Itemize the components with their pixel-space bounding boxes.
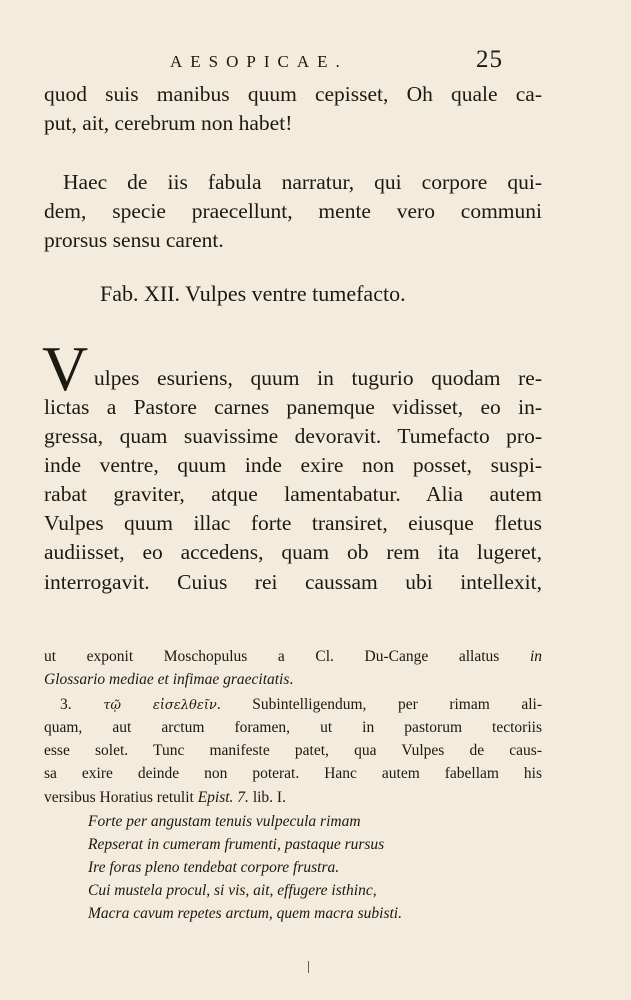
- fable-line: Vulpes quum illac forte transiret, eiusque fletus: [44, 511, 542, 535]
- verse-line: Macra cavum repetes arctum, quem macra subisti.: [88, 905, 402, 922]
- page-number: 25: [476, 46, 503, 73]
- footnote-line: [60, 693, 542, 717]
- body-line: dem, specie praecellunt, mente vero communi: [44, 199, 542, 223]
- footnote-text: ut exponit Moschopulus a Cl. Du-Cange allatus: [44, 648, 500, 665]
- body-line: quod suis manibus quum cepisset, Oh quale ca-: [44, 82, 542, 106]
- verse-line: Ire foras pleno tendebat corpore frustra.: [88, 859, 340, 876]
- footnote-line: quam, aut arctum foramen, ut in pastorum tectoriis: [44, 719, 542, 736]
- citation: Epist. 7.: [197, 789, 249, 806]
- fable-heading: Fab. XII. Vulpes ventre tumefacto.: [100, 281, 406, 306]
- fable-line: inde ventre, quum inde exire non posset, suspi-: [44, 453, 542, 477]
- fable-line: ulpes esuriens, quum in tugurio quodam re-: [94, 366, 542, 390]
- body-line: prorsus sensu carent.: [44, 228, 224, 252]
- footnote-line: [44, 786, 542, 809]
- drop-capital: V: [42, 333, 89, 404]
- page-header: [0, 46, 631, 78]
- footnote-italic: Glossario mediae et infimae graecitatis: [44, 671, 290, 688]
- verse-line: Forte per angustam tenuis vulpecula rimam: [88, 813, 361, 830]
- footnote-line: esse solet. Tunc manifeste patet, qua Vulpes de caus-: [44, 742, 542, 759]
- footnote-italic: in: [529, 648, 543, 665]
- footnote-text: lib. I.: [252, 789, 286, 806]
- fable-line: audiisset, eo accedens, quam ob rem ita lugeret,: [44, 540, 542, 564]
- footnote-number: 3.: [60, 696, 72, 713]
- fable-line: gressa, quam suavissime devoravit. Tumefacto pro-: [44, 424, 542, 448]
- footnote-line: [44, 668, 542, 691]
- footnote-text: . Subintelligendum, per rimam ali-: [216, 696, 543, 713]
- printer-mark: [308, 961, 309, 973]
- footnote-line: sa exire deinde non poterat. Hanc autem fabellam his: [44, 765, 542, 782]
- footnote-text: .: [289, 671, 294, 688]
- verse-line: Repserat in cumeram frumenti, pastaque rursus: [88, 836, 385, 853]
- fable-line: rabat graviter, atque lamentabatur. Alia autem: [44, 482, 542, 506]
- body-line: Haec de iis fabula narratur, qui corpore qui-: [63, 170, 542, 194]
- footnote-text: versibus Horatius retulit: [44, 789, 194, 806]
- verse-line: Cui mustela procul, si vis, ait, effugere isthinc,: [88, 882, 377, 899]
- fable-line: lictas a Pastore carnes panemque vidisset, eo in-: [44, 395, 542, 419]
- greek-phrase: τῷ εἰσελθεῖν: [103, 698, 217, 713]
- running-head: AESOPICAE.: [170, 52, 348, 71]
- footnote-line: [44, 645, 542, 668]
- body-line: put, ait, cerebrum non habet!: [44, 111, 293, 135]
- fable-line: interrogavit. Cuius rei caussam ubi intellexit,: [44, 570, 542, 594]
